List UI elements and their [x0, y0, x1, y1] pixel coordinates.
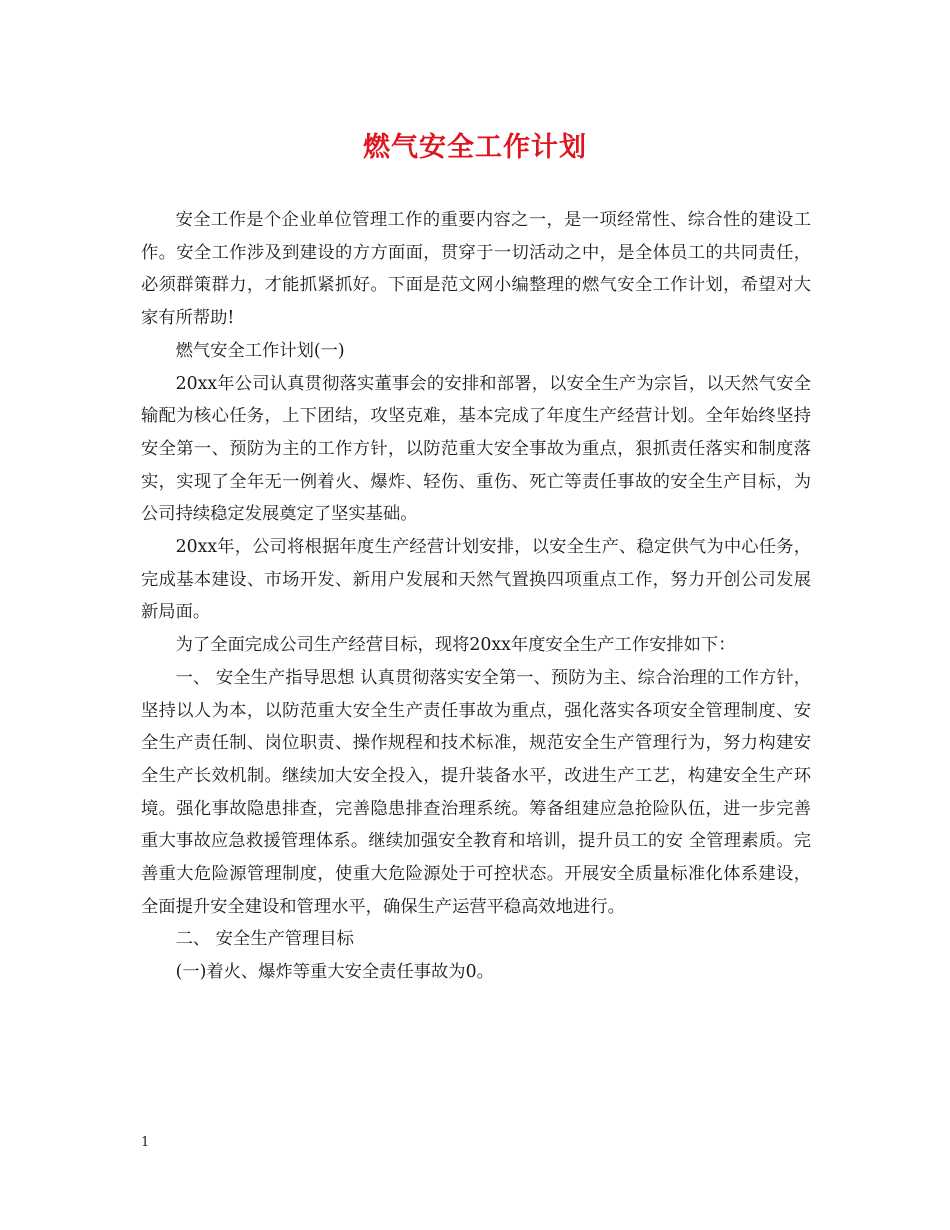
paragraph-guiding-ideology: 一、 安全生产指导思想 认真贯彻落实安全第一、预防为主、综合治理的工作方针，坚持以人为本，以防范重大安全生产责任事故为重点，强化落实各项安全管理制度、安全生产责任制、岗位职责、操作规程和技术标准，规范安全生产管理行为，努力构建安全生产长效机制。继续加大安全投入，提升装备水平，改进生产工艺，构建安全生产环境。强化事故隐患排查，完善隐患排查治理系统。筹备组建应急抢险队伍，进一步完善重大事故应急救援管理体系。继续加强安全教育和培训，提升员工的安 全管理素质。完善重大危险源管理制度，使重大危险源处于可控状态。开展安全质量标准化体系建设，全面提升安全建设和管理水平，确保生产运营平稳高效地进行。 [141, 667, 811, 917]
section-heading-management-goals: 二、 安全生产管理目标 [175, 929, 354, 950]
goal-item-1: (一)着火、爆炸等重大安全责任事故为0。 [175, 962, 494, 983]
section-heading-plan-1: 燃气安全工作计划(一) [175, 340, 345, 361]
paragraph-annual-tasks: 20xx年，公司将根据年度生产经营计划安排，以安全生产、稳定供气为中心任务，完成基本建设、市场开发、新用户发展和天然气置换四项重点工作，努力开创公司发展新局面。 [141, 537, 811, 623]
document-body [141, 204, 811, 989]
intro-paragraph: 安全工作是个企业单位管理工作的重要内容之一，是一项经常性、综合性的建设工作。安全工作涉及到建设的方方面面，贯穿于一切活动之中，是全体员工的共同责任，必须群策群力，才能抓紧抓好。下面是范文网小编整理的燃气安全工作计划，希望对大家有所帮助! [141, 210, 811, 329]
page-number: 1 [141, 1135, 150, 1150]
paragraph-annual-review: 20xx年公司认真贯彻落实董事会的安排和部署，以安全生产为宗旨，以天然气安全输配为核心任务，上下团结，攻坚克难，基本完成了年度生产经营计划。全年始终坚持安全第一、预防为主的工作方针，以防范重大安全事故为重点，狠抓责任落实和制度落实，实现了全年无一例着火、爆炸、轻伤、重伤、死亡等责任事故的安全生产目标，为公司持续稳定发展奠定了坚实基础。 [141, 373, 811, 525]
paragraph-arrangement-intro: 为了全面完成公司生产经营目标，现将20xx年度安全生产工作安排如下： [175, 635, 736, 656]
document-title: 燃气安全工作计划 [363, 132, 587, 163]
